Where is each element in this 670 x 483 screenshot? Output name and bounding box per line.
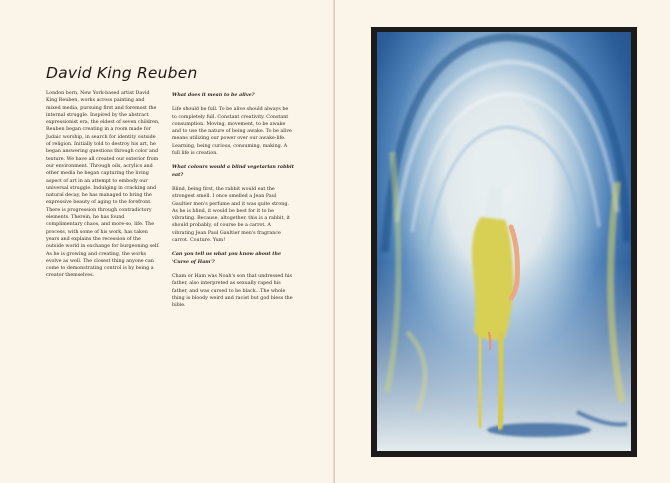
interview-column bbox=[172, 92, 294, 316]
interview-answer: Life should be full. To be alive should always be to completely full. Constant creativity. Constant consumption. Moving, movement, to be awake and to use the nature of being awake. To be alive means utilizing our power over our awake-life. Learning, being curious, consuming, making. A full life is creation. bbox=[172, 107, 292, 157]
figure-head bbox=[472, 138, 516, 192]
interview-question: What colours would a blind vegetarian rabbit eat? bbox=[172, 164, 294, 178]
painting-frame bbox=[371, 27, 637, 457]
article-title: David King Reuben bbox=[46, 64, 198, 82]
interview-answer: Blind, being first, the rabbit would eat the strongest smell. I once smelled a Jean Paul Gaultier men's perfume and it was quite strong. As he is blind, it would be best for it to be vibrating. Because, altogether, this is a rabbit, it should probably, of course be a carrot. A vibrating Jean Paul Gaultier men's fragrance carrot. Couture. Yum! bbox=[172, 186, 290, 244]
painting-artwork bbox=[377, 32, 631, 451]
figure-dress bbox=[472, 217, 513, 340]
interview-answer: Cham or Ham was Noah's son that undressed his father, also interpreted as sexually raped his father, and was cursed to be black...The whole thing is bloody weird and racist but god bless the bible. bbox=[172, 273, 293, 309]
bio-paragraph: London born, New York-based artist David King Reuben, works across painting and mixed media, pursuing first and foremost the internal struggle. Inspired by the abstract expressionist era, the eldest of seven children, Reuben began creating in a room made for Judaic worship, in search for identity outside of religion. Initially told to destroy his art, he began answering questions through color and texture. We have all created our exterior from our environment. Through oils, acrylics and other media he began capturing the living aspect of art in an attempt to embody our universal struggle. Indulging in cracking and natural decay, he has managed to bring the expressive beauty of aging to the forefront. There is progression through contradictory elements. Therein, he has found complimentary chaos, and more-so, life. The process, with some of his work, has taken years and explains the recession of the outside world in exchange for burgeoning self. As he is growing and creating, the works evolve as well. The closest thing anyone can come to demonstrating control is by being a creator themselves. bbox=[46, 91, 160, 279]
figure-leg-left bbox=[479, 335, 481, 424]
bio-column bbox=[46, 90, 160, 287]
figure-leg-right bbox=[499, 335, 503, 426]
interview-question: What does it mean to be alive? bbox=[172, 92, 255, 98]
interview-question: Can you tell us what you know about the 'Curse of Ham'? bbox=[172, 251, 282, 265]
painting bbox=[377, 32, 631, 451]
